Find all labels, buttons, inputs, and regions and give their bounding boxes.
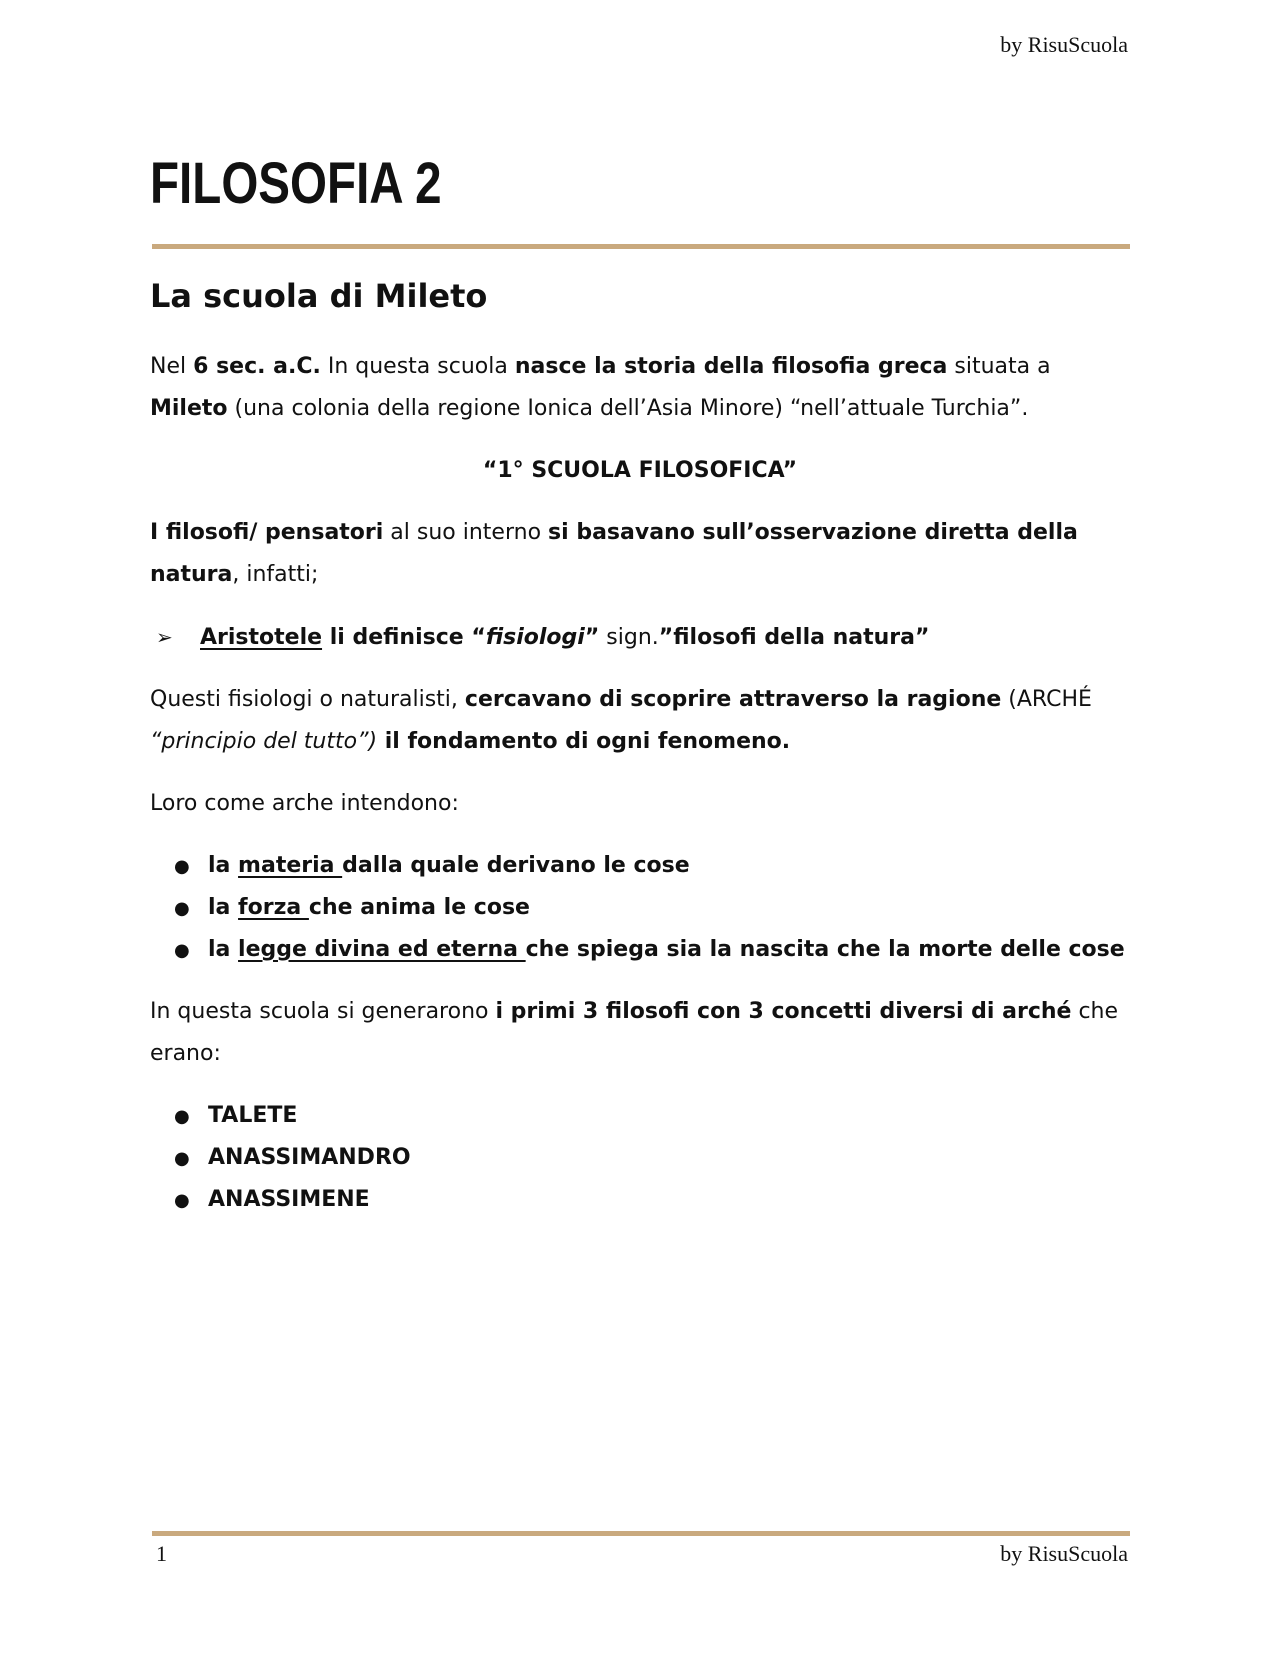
list-item [150,1179,1130,1221]
underlined-text: materia [238,853,343,878]
bold-text: si basavano sull’osservazione diretta della natura [150,520,1078,587]
text: , infatti; [232,562,319,587]
bold-text: ” [584,625,600,650]
bullet-icon: ● [174,940,190,961]
philosophers-paragraph [150,512,1130,596]
philosopher-name: TALETE [208,1103,298,1128]
bold-text: 6 sec. a.C. [193,354,321,379]
philosopher-name: ANASSIMANDRO [208,1145,411,1170]
text: dalla quale derivano le cose [342,853,690,878]
text: Nel [150,354,194,379]
underlined-text: Aristotele [200,625,323,650]
text: che spiega sia la nascita che la morte delle cose [525,937,1125,962]
text: che erano: [150,999,1119,1066]
bold-text: I filosofi/ pensatori [150,520,384,545]
bullet-icon: ● [174,1106,190,1127]
arche-intro: Loro come arche intendono: [150,791,459,816]
bullet-icon: ● [174,856,190,877]
footer-divider [152,1531,1130,1536]
bold-text: Mileto [150,396,228,421]
text: che anima le cose [308,895,530,920]
text: (una colonia della regione Ionica dell’Asia Minore) “nell’attuale Turchia”. [227,396,1029,421]
bold-text: li definisce “ [322,625,486,650]
list-item [150,1137,1130,1179]
section-heading: La scuola di Mileto [150,277,488,315]
text: la [208,937,239,962]
text: In questa scuola [320,354,515,379]
list-item [150,887,1130,929]
first-philosophers-paragraph [150,991,1130,1075]
list-item [150,929,1130,971]
text: Questi fisiologi o naturalisti, [150,687,465,712]
underlined-text: legge divina ed eterna [238,937,526,962]
naturalists-paragraph [150,679,1130,763]
text: al suo interno [383,520,549,545]
italic-text: fisiologi [485,625,585,650]
arrow-bullet-icon: ➢ [156,625,173,649]
bullet-icon: ● [174,1148,190,1169]
text: sign. [599,625,659,650]
bold-text: il fondamento di ogni fenomeno. [377,729,791,754]
arrow-list-item [150,616,1130,659]
page-title: FILOSOFIA 2 [150,151,442,216]
list-item [150,1095,1130,1137]
bold-text: nasce la storia della filosofia greca [514,354,948,379]
text: (ARCHÉ [1001,687,1092,712]
title-divider [152,244,1130,249]
center-quote: “1° SCUOLA FILOSOFICA” [482,458,798,483]
philosopher-name: ANASSIMENE [208,1187,370,1212]
header-brand: by RisuScuola [1000,32,1128,57]
philosophers-list [150,1095,1130,1221]
list-item [150,845,1130,887]
text: la [208,853,239,878]
bullet-icon: ● [174,898,190,919]
footer-brand: by RisuScuola [1000,1541,1128,1566]
intro-paragraph [150,346,1130,430]
bold-text: ”filosofi della natura” [658,625,930,650]
text: In questa scuola si generarono [150,999,496,1024]
arrow-item-text [200,617,929,659]
document-body [150,272,1130,1241]
page-number: 1 [156,1541,167,1566]
bold-text: cercavano di scoprire attraverso la ragione [464,687,1002,712]
underlined-text: forza [238,895,309,920]
bullet-icon: ● [174,1190,190,1211]
arche-list [150,845,1130,971]
italic-text: “principio del tutto”) [150,729,378,754]
text: situata a [947,354,1051,379]
text: la [208,895,239,920]
bold-text: i primi 3 filosofi con 3 concetti diversi di arché [495,999,1072,1024]
